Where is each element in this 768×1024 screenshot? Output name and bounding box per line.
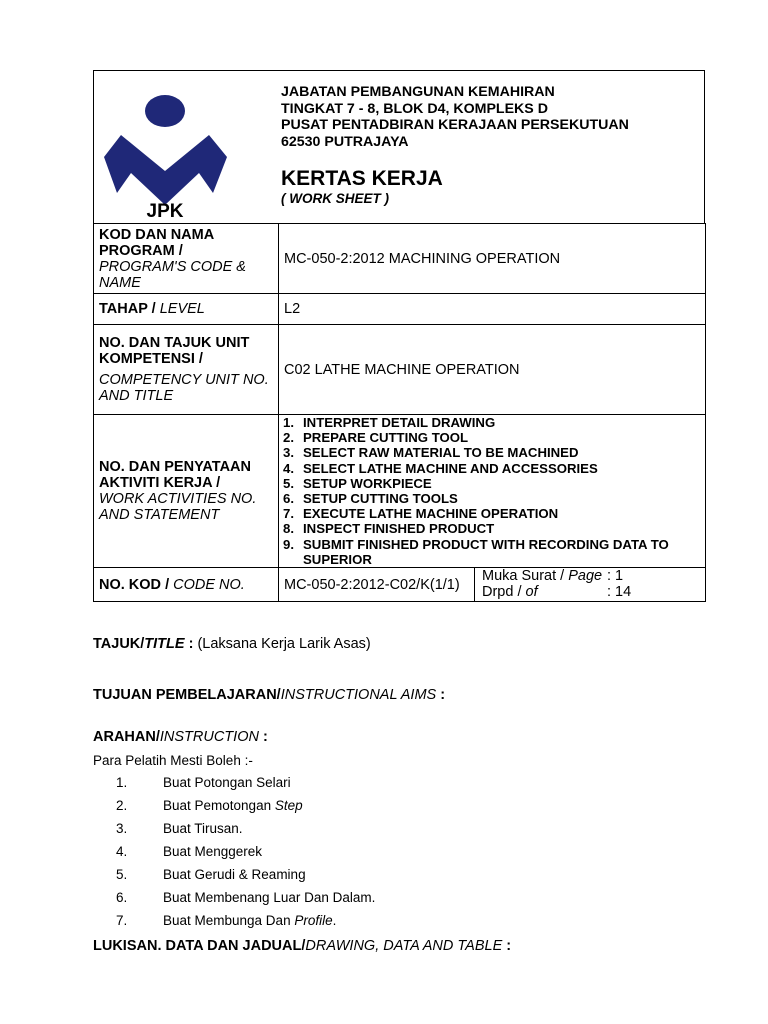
unit-row: [94, 325, 706, 415]
activity-item: 2. PREPARE CUTTING TOOL: [283, 430, 469, 446]
aims-heading: TUJUAN PEMBELAJARAN/INSTRUCTIONAL AIMS :: [93, 687, 446, 703]
title-value: (Laksana Kerja Larik Asas): [197, 636, 371, 652]
program-label-en: PROGRAM'S CODE & NAME: [99, 258, 246, 291]
program-label-cell: [94, 224, 279, 294]
program-row: [94, 224, 706, 294]
activities-label-cell: [94, 415, 279, 568]
level-row: [94, 294, 706, 325]
activities-label: NO. DAN PENYATAAN AKTIVITI KERJA /: [99, 459, 251, 492]
info-table: [93, 223, 706, 602]
activities-row: [94, 415, 706, 568]
activities-cell: [279, 415, 706, 568]
code-label-cell: NO. KOD / CODE NO.: [94, 568, 279, 602]
code-row: [94, 568, 706, 602]
activities-list: [283, 415, 701, 567]
program-value: MC-050-2:2012 MACHINING OPERATION: [279, 224, 706, 294]
activity-item: 3. SELECT RAW MATERIAL TO BE MACHINED: [283, 445, 579, 461]
unit-value: C02 LATHE MACHINE OPERATION: [279, 325, 706, 415]
address-line: PUSAT PENTADBIRAN KERAJAAN PERSEKUTUAN: [281, 117, 629, 133]
page-info-cell: [475, 568, 706, 602]
document-subtitle: ( WORK SHEET ): [281, 191, 389, 206]
code-value: MC-050-2:2012-C02/K(1/1): [279, 568, 475, 602]
unit-label-en: COMPETENCY UNIT NO. AND TITLE: [99, 372, 269, 404]
drawing-heading: LUKISAN. DATA DAN JADUAL/DRAWING, DATA AND TABLE :: [93, 938, 512, 954]
address-line: JABATAN PEMBANGUNAN KEMAHIRAN: [281, 84, 555, 100]
address-block: [281, 84, 629, 150]
activity-item: 7. EXECUTE LATHE MACHINE OPERATION: [283, 506, 559, 522]
address-line: TINGKAT 7 - 8, BLOK D4, KOMPLEKS D: [281, 100, 548, 117]
instruction-intro: Para Pelatih Mesti Boleh :-: [93, 753, 253, 768]
activity-item: 6. SETUP CUTTING TOOLS: [283, 491, 458, 507]
level-value: L2: [279, 294, 706, 325]
page-total: Drpd / of : 14: [482, 584, 632, 601]
activity-item: 5. SETUP WORKPIECE: [283, 475, 432, 491]
activities-label-en: WORK ACTIVITIES NO. AND STATEMENT: [99, 491, 257, 524]
logo-text: JPK: [146, 201, 184, 219]
program-label: KOD DAN NAMA PROGRAM /: [99, 226, 214, 259]
header-box: [93, 70, 705, 224]
document-title: KERTAS KERJA: [281, 167, 443, 190]
level-label: TAHAP /: [99, 301, 156, 317]
page-number: Muka Surat / Page : 1: [482, 568, 624, 585]
activity-item: 9. SUBMIT FINISHED PRODUCT WITH RECORDING DATA TO SUPERIOR: [283, 536, 669, 567]
activity-item: 4. SELECT LATHE MACHINE AND ACCESSORIES: [283, 460, 598, 476]
code-label: NO. KOD: [99, 576, 162, 593]
level-label-en: LEVEL: [159, 301, 205, 317]
jpk-logo: [101, 89, 231, 219]
unit-label: NO. DAN TAJUK UNIT KOMPETENSI /: [99, 335, 250, 367]
activity-item: 1. INTERPRET DETAIL DRAWING: [283, 415, 496, 430]
address-line: 62530 PUTRAJAYA: [281, 133, 409, 150]
title-line: TAJUK/TITLE : (Laksana Kerja Larik Asas): [93, 636, 371, 652]
activity-item: 8. INSPECT FINISHED PRODUCT: [283, 521, 495, 537]
worksheet-page: JPK JABATAN PEMBANGUNAN KEMAHIRAN TINGKAT 7 - 8, BLOK D4, KOMPLEKS D PUSAT PENTADBIRAN KERAJAAN PERSEKUTUAN 62530 PUTRAJAYA KERTAS KERJA ( WORK SHEET ) KOD DAN NAMA PROGRAM / PROGRAM'S CODE & NAME MC-050-2:2012 MACHINING OPERATION TAHAP / LEVEL L2 NO. DAN TAJUK UNIT KOMPETENSI / COMPETENCY UNIT NO. AND TITLE C02 LATHE MACHINE OPERATION NO. DAN PENYATAAN AKTIVITI KERJA / WORK ACTIVITIES NO. AND STATEMENT 1. INTERPRET DETAIL DRAWING 2. PREPARE CUTTING TOOL 3. SELECT RAW MATERIAL TO BE MACHINED 4. SELECT LATHE MACHINE AND ACCESSORIES 5. SETUP WORKPIECE 6. SETUP CUTTING TOOLS 7. EXECUTE LATHE MACHINE OPERATION 8. INSPECT FINISHED PRODUCT 9. SUBMIT FINISHED PRODUCT WITH RECORDING DATA TO SUPERIOR NO. KOD / CODE NO. MC-050-2:2012-C02/K(1/1) Muka Surat / Page : 1 Drpd / of : 14 TAJUK/TITLE : (Laksana Kerja Larik Asas) TUJUAN PEMBELAJARAN/INSTRUCTIONAL AIMS : ARAHAN/INSTRUCTION : Para Pelatih Mesti Boleh :- 1. Buat Potongan Selari 2. Buat Pemotongan Step 3. Buat Tirusan. 4. Buat Menggerek 5. Buat Gerudi & Reaming 6. Buat Membenang Luar Dan Dalam. 7. Buat Membunga Dan Profile. LUKISAN. DATA DAN JADUAL/DRAWING, DATA AND TABLE :: [0, 0, 768, 1024]
level-label-cell: [94, 294, 279, 325]
code-label-en: CODE NO.: [173, 576, 245, 593]
instruction-heading: ARAHAN/INSTRUCTION :: [93, 729, 268, 745]
unit-label-cell: [94, 325, 279, 415]
